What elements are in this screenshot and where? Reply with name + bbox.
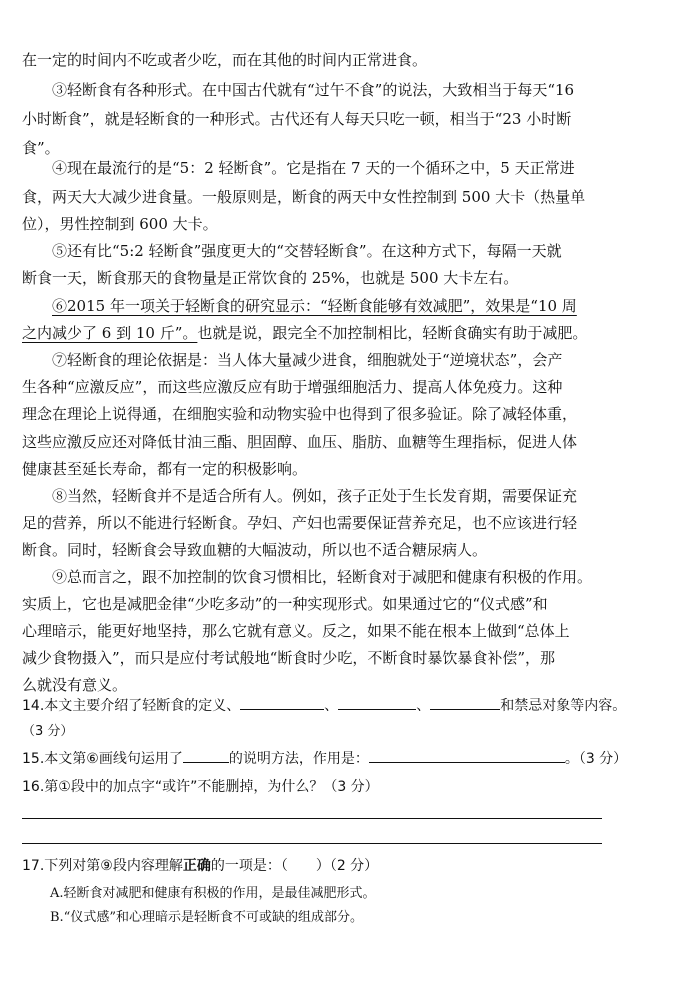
paragraph-5-line-1: ⑤还有比“5:2 轻断食”强度更大的“交替轻断食”。在这种方式下，每隔一天就	[52, 242, 562, 260]
paragraph-7-line-4: 这些应激反应还对降低甘油三酯、胆固醇、血压、脂肪、血糖等生理指标，促进人体	[22, 433, 578, 451]
question-15	[22, 745, 627, 773]
paragraph-2-end: 在一定的时间内不吃或者少吃，而在其他的时间内正常进食。	[22, 51, 428, 69]
paragraph-3-line-2: 小时断食”，就是轻断食的一种形式。古代还有人每天只吃一顿，相当于“23 小时断	[22, 110, 572, 128]
question-15-text-mid: 的说明方法，作用是：	[228, 751, 369, 767]
paragraph-9-line-3: 心理暗示，能更好地坚持，那么它就有意义。反之，如果不能在根本上做到“总体上	[22, 622, 570, 640]
option-a[interactable]: A.轻断食对减肥和健康有积极的作用，是最佳减肥形式。	[50, 886, 376, 901]
paragraph-4-line-1: ④现在最流行的是“5：2 轻断食”。它是指在 7 天的一个循环之中，5 天正常进	[52, 159, 575, 177]
paragraph-9-line-1: ⑨总而言之，跟不加控制的饮食习惯相比，轻断食对于减肥和健康有积极的作用。	[52, 568, 593, 586]
paragraph-7-line-2: 生各种“应激反应”，而这些应激反应有助于增强细胞活力、提高人体免疫力。这种	[22, 378, 563, 396]
option-b[interactable]: B.“仪式感”和心理暗示是轻断食不可或缺的组成部分。	[50, 910, 363, 925]
paragraph-3-line-1: ③轻断食有各种形式。在中国古代就有“过午不食”的说法，大致相当于每天“16	[52, 81, 575, 99]
question-17-text-end: 的一项是：（ ）（2 分）	[210, 858, 379, 874]
paragraph-8-line-3: 断食。同时，轻断食会导致血糖的大幅波动，所以也不适合糖尿病人。	[22, 541, 488, 559]
paragraph-6-underlined-line-2: 之内减少了 6 到 10 斤”。	[22, 324, 198, 342]
paragraph-3-line-3: 食”。	[22, 139, 60, 157]
paragraph-8-line-1: ⑧当然，轻断食并不是适合所有人。例如，孩子正处于生长发育期，需要保证充	[52, 487, 578, 505]
question-14-text: 14.本文主要介绍了轻断食的定义、	[22, 698, 241, 714]
paragraph-7-line-5: 健康甚至延长寿命，都有一定的积极影响。	[22, 460, 308, 478]
paragraph-9-line-4: 减少食物摄入”，而只是应付考试般地“断食时少吃，不断食时暴饮暴食补偿”，那	[22, 649, 556, 667]
paragraph-9-line-2: 实质上，它也是减肥金律“少吃多动”的一种实现形式。如果通过它的“仪式感”和	[22, 595, 548, 613]
paragraph-6-tail: 也就是说，跟完全不加控制相比，轻断食确实有助于减肥。	[197, 324, 588, 342]
question-14-separator-2: 、	[416, 698, 431, 714]
question-17-emphasis: 正确	[182, 858, 211, 874]
paragraph-7-line-1: ⑦轻断食的理论依据是：当人体大量减少进食，细胞就处于“逆境状态”，会产	[52, 351, 563, 369]
paragraph-9-line-5: 么就没有意义。	[22, 676, 128, 694]
question-14-score: （3 分）	[22, 724, 74, 739]
paragraph-5-line-2: 断食一天，断食那天的食物量是正常饮食的 25%，也就是 500 大卡左右。	[22, 269, 519, 287]
question-17-text: 17.下列对第⑨段内容理解	[22, 858, 183, 874]
answer-blank-15-1[interactable]	[183, 746, 229, 763]
question-15-text: 15.本文第⑥画线句运用了	[22, 751, 183, 767]
paragraph-6-underlined-line-1: ⑥2015 年一项关于轻断食的研究显示：“轻断食能够有效减肥”，效果是“10 周	[52, 297, 577, 315]
question-17	[22, 852, 378, 880]
answer-blank-15-2[interactable]	[369, 746, 565, 763]
answer-line-16-1[interactable]	[22, 818, 602, 819]
paragraph-6-line-2	[22, 319, 587, 347]
paragraph-4-line-2: 食，两天大大减少进食量。一般原则是，断食的两天中女性控制到 500 大卡（热量单	[22, 188, 586, 206]
answer-blank-14-3[interactable]	[430, 693, 500, 710]
question-14	[22, 692, 626, 720]
paragraph-4-line-3: 位），男性控制到 600 大卡。	[22, 215, 218, 233]
question-15-text-end: 。（3 分）	[564, 751, 628, 767]
answer-line-16-2[interactable]	[22, 843, 602, 844]
question-14-separator-1: 、	[324, 698, 339, 714]
paragraph-8-line-2: 足的营养，所以不能进行轻断食。孕妇、产妇也需要保证营养充足，也不应该进行轻	[22, 514, 578, 532]
answer-blank-14-2[interactable]	[338, 693, 416, 710]
question-16: 16.第①段中的加点字“或许”不能删掉，为什么？（3 分）	[22, 779, 379, 795]
paragraph-7-line-3: 理念在理论上说得通，在细胞实验和动物实验中也得到了很多验证。除了减轻体重，	[22, 405, 578, 423]
question-14-text-end: 和禁忌对象等内容。	[500, 698, 627, 714]
answer-blank-14-1[interactable]	[240, 693, 324, 710]
